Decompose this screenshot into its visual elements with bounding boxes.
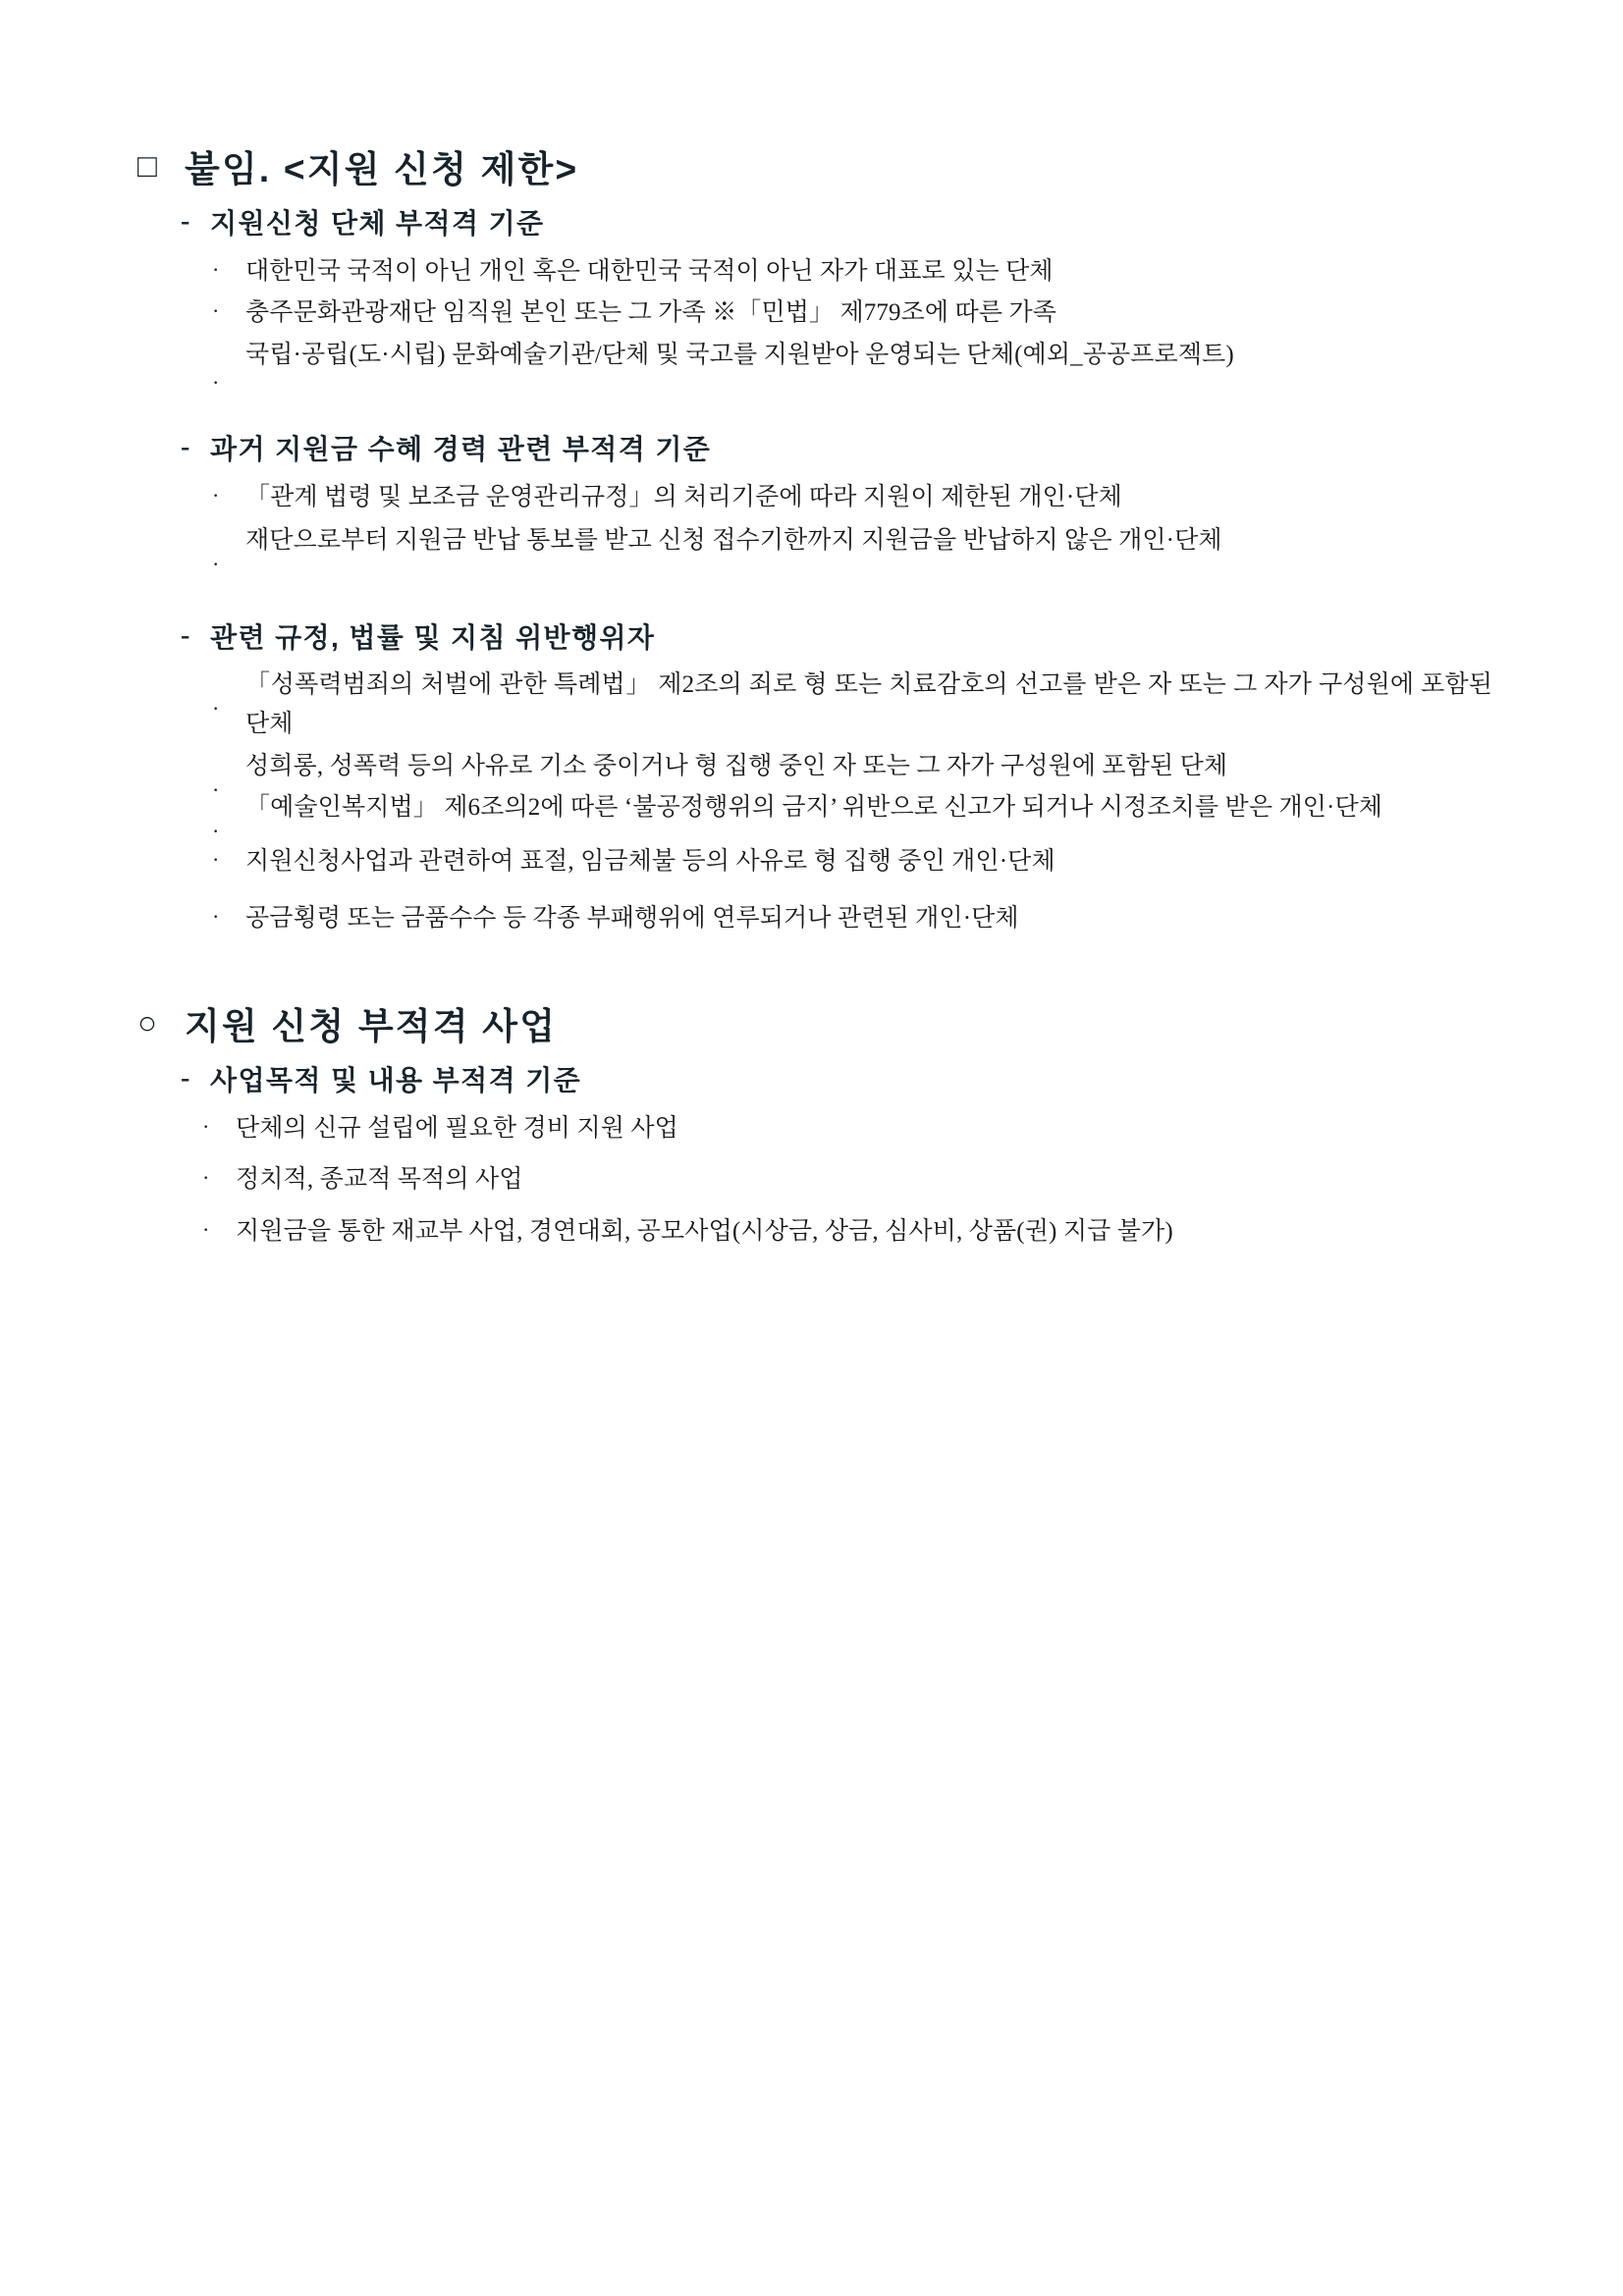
list-item [137, 252, 1492, 293]
section-marker-circle-icon: ○ [137, 1005, 158, 1041]
bullet-dot-icon: · [212, 298, 220, 324]
section-heading-1 [137, 147, 1492, 192]
dash-marker-icon: - [181, 619, 190, 651]
list-item [137, 521, 1492, 577]
list-item [137, 294, 1492, 334]
bullet-dot-icon: · [212, 695, 220, 721]
list-item-text: 지원신청사업과 관련하여 표절, 임금체불 등의 사유로 형 집행 중인 개인·단체 [245, 847, 1055, 875]
bullet-dot-icon: · [202, 1165, 210, 1191]
dash-marker-icon: - [181, 1063, 190, 1095]
list-item-text: 재단으로부터 지원금 반납 통보를 받고 신청 접수기한까지 지원금을 반납하지 않은 개인·단체 [245, 527, 1222, 555]
subsection-title: 관련 규정, 법률 및 지침 위반행위자 [210, 621, 656, 653]
section-marker-square-icon: □ [137, 149, 158, 185]
list-item [137, 478, 1492, 518]
list-item-text: 정치적, 종교적 목적의 사업 [236, 1166, 523, 1194]
list-item [137, 1212, 1492, 1253]
subsection-title: 과거 지원금 수혜 경력 관련 부적격 기준 [210, 434, 712, 465]
bullet-dot-icon: · [212, 846, 220, 872]
bullet-dot-icon: · [212, 256, 220, 282]
bullet-dot-icon: · [212, 776, 220, 802]
bullet-dot-icon: · [202, 1113, 210, 1139]
subsection-title: 사업목적 및 내용 부적격 기준 [210, 1065, 582, 1096]
subsection-heading [137, 620, 1492, 656]
list-item-text: 「관계 법령 및 보조금 운영관리규정」의 처리기준에 따라 지원이 제한된 개인·단체 [245, 483, 1122, 510]
bullet-dot-icon: · [212, 819, 220, 844]
subsection-heading [137, 432, 1492, 467]
list-item-text: 「성폭력범죄의 처벌에 관한 특례법」 제2조의 죄로 형 또는 치료감호의 선고를 받은 자 또는 그 자가 구성원에 포함된 단체 [245, 670, 1492, 738]
list-item-text: 지원금을 통한 재교부 사업, 경연대회, 공모사업(시상금, 상금, 심사비, 상품(권) 지급 불가) [236, 1217, 1173, 1245]
bullet-dot-icon: · [212, 369, 220, 395]
list-item [137, 788, 1492, 844]
subsection-title: 지원신청 단체 부적격 기준 [210, 208, 545, 240]
bullet-list [137, 666, 1492, 939]
bullet-dot-icon: · [212, 482, 220, 507]
section-title: 지원 신청 부적격 사업 [185, 1005, 558, 1046]
subsection-heading [137, 206, 1492, 241]
list-item [137, 842, 1492, 882]
list-item [137, 899, 1492, 939]
list-item-text: 단체의 신규 설립에 필요한 경비 지원 사업 [236, 1114, 678, 1142]
list-item-text: 국립·공립(도·시립) 문화예술기관/단체 및 국고를 지원받아 운영되는 단체(예외_공공프로젝트) [245, 341, 1234, 368]
list-item-text: 공금횡령 또는 금품수수 등 각종 부패행위에 연루되거나 관련된 개인·단체 [245, 905, 1019, 933]
section-heading-2 [137, 1004, 1492, 1049]
subsection-heading [137, 1063, 1492, 1098]
section-title: 붙임. <지원 신청 제한> [185, 149, 579, 189]
document-body [137, 147, 1492, 1252]
list-item-text: 대한민국 국적이 아닌 개인 혹은 대한민국 국적이 아닌 자가 대표로 있는 단체 [245, 257, 1054, 285]
list-item-text: 「예술인복지법」 제6조의2에 따른 ‘불공정행위의 금지’ 위반으로 신고가 되거나 시정조치를 받은 개인·단체 [245, 794, 1383, 822]
dash-marker-icon: - [181, 432, 190, 463]
list-item-text: 충주문화관광재단 임직원 본인 또는 그 가족 ※「민법」 제779조에 따른 가족 [245, 299, 1057, 327]
dash-marker-icon: - [181, 206, 190, 238]
bullet-list [137, 1109, 1492, 1253]
bullet-list [137, 252, 1492, 395]
list-item [137, 1109, 1492, 1149]
bullet-list [137, 478, 1492, 577]
list-item [137, 336, 1492, 395]
list-item-text: 성희롱, 성폭력 등의 사유로 기소 중이거나 형 집행 중인 자 또는 그 자가 구성원에 포함된 단체 [245, 752, 1228, 779]
list-item [137, 1160, 1492, 1201]
bullet-dot-icon: · [212, 552, 220, 577]
list-item [137, 666, 1492, 745]
bullet-dot-icon: · [202, 1216, 210, 1242]
list-item [137, 747, 1492, 802]
bullet-dot-icon: · [212, 904, 220, 930]
